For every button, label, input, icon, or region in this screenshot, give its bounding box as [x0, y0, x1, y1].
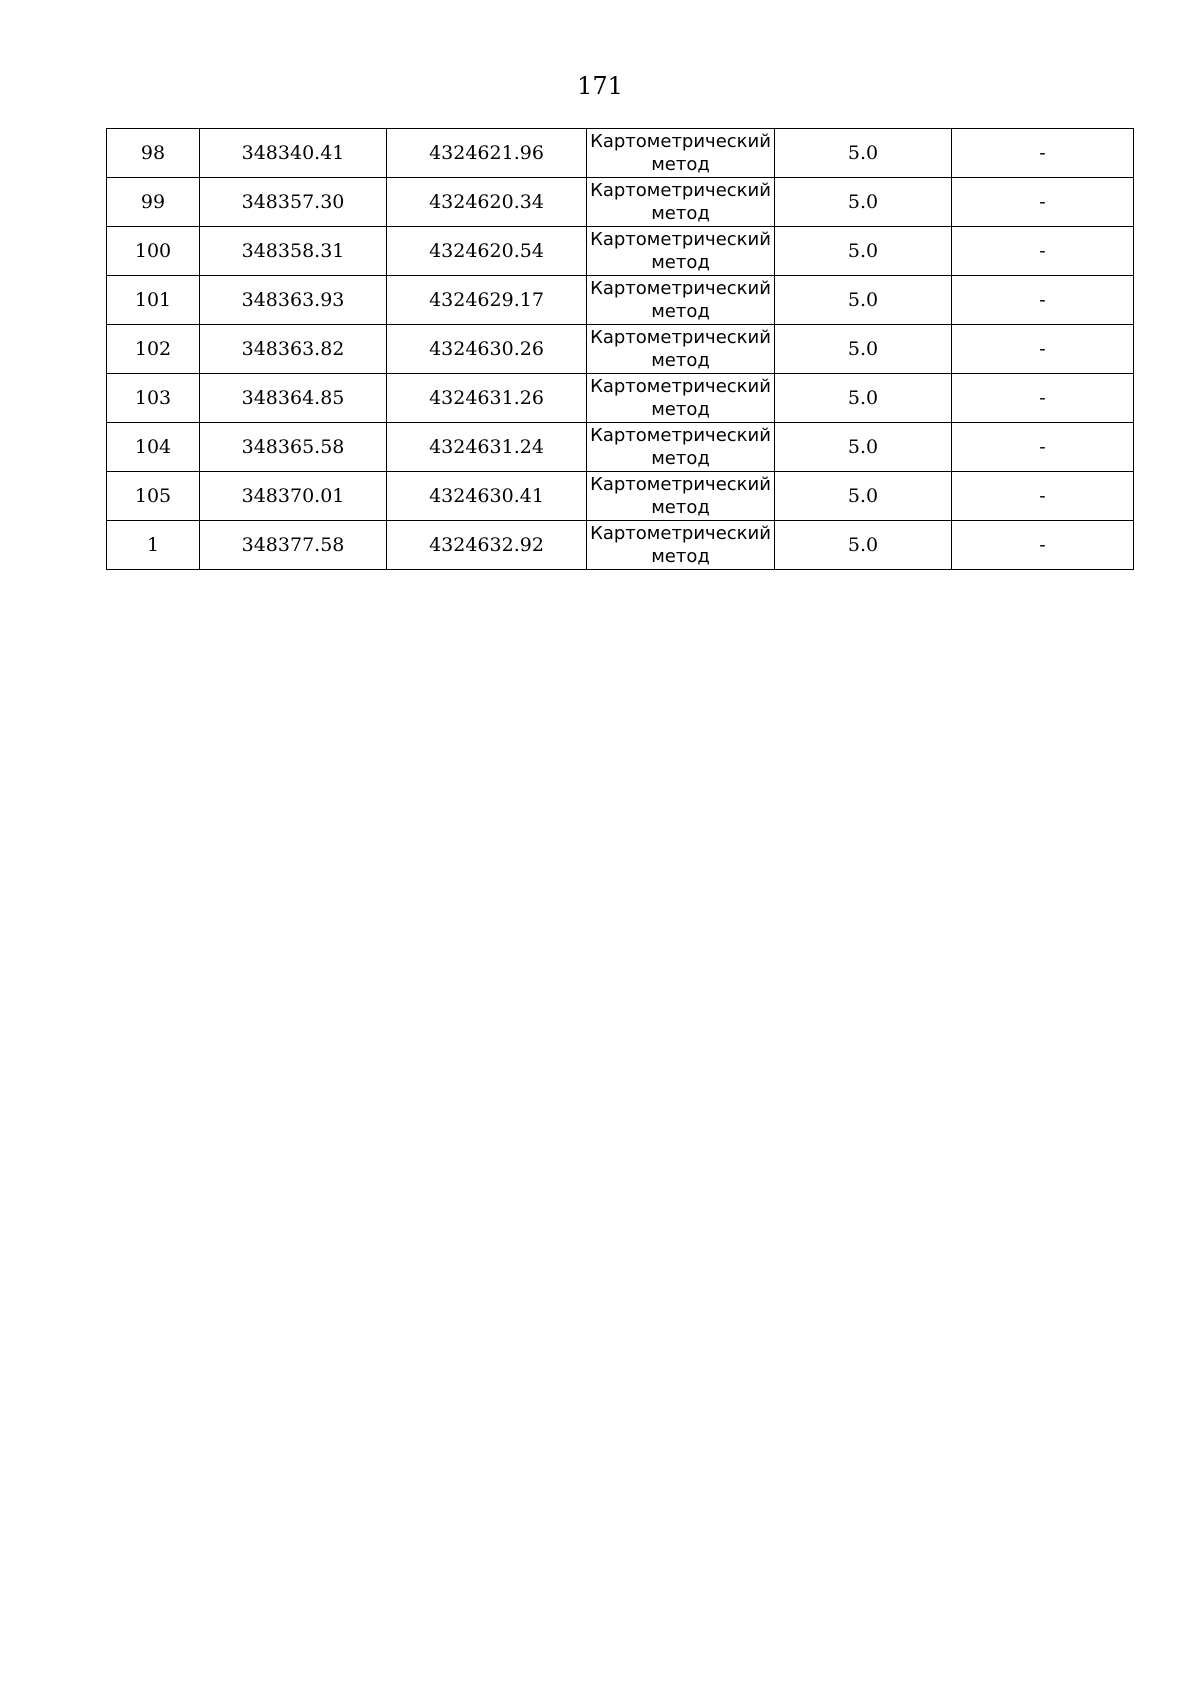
table-row	[107, 325, 1134, 374]
accuracy-cell: 5.0	[775, 276, 952, 325]
table-row	[107, 178, 1134, 227]
point-number-cell: 98	[107, 129, 200, 178]
note-cell: -	[952, 276, 1134, 325]
x-coordinate-cell: 348370.01	[200, 472, 387, 521]
point-number-cell: 99	[107, 178, 200, 227]
method-cell	[587, 227, 775, 276]
note-cell: -	[952, 472, 1134, 521]
y-coordinate-cell: 4324630.26	[387, 325, 587, 374]
method-label-line2: метод	[651, 154, 710, 175]
method-label-line1: Картометрический	[590, 278, 771, 299]
method-label-line2: метод	[651, 301, 710, 322]
y-coordinate-cell: 4324630.41	[387, 472, 587, 521]
note-cell: -	[952, 227, 1134, 276]
point-number-cell: 100	[107, 227, 200, 276]
x-coordinate-cell: 348377.58	[200, 521, 387, 570]
table-row	[107, 129, 1134, 178]
accuracy-cell: 5.0	[775, 374, 952, 423]
y-coordinate-cell: 4324620.54	[387, 227, 587, 276]
method-label-line1: Картометрический	[590, 327, 771, 348]
method-label-line1: Картометрический	[590, 180, 771, 201]
note-cell: -	[952, 374, 1134, 423]
coordinates-table	[106, 128, 1134, 570]
note-cell: -	[952, 521, 1134, 570]
x-coordinate-cell: 348365.58	[200, 423, 387, 472]
point-number-cell: 1	[107, 521, 200, 570]
method-label-line2: метод	[651, 203, 710, 224]
method-cell	[587, 521, 775, 570]
table-row	[107, 521, 1134, 570]
x-coordinate-cell: 348363.93	[200, 276, 387, 325]
note-cell: -	[952, 325, 1134, 374]
method-label-line1: Картометрический	[590, 131, 771, 152]
y-coordinate-cell: 4324631.24	[387, 423, 587, 472]
y-coordinate-cell: 4324631.26	[387, 374, 587, 423]
y-coordinate-cell: 4324632.92	[387, 521, 587, 570]
point-number-cell: 101	[107, 276, 200, 325]
accuracy-cell: 5.0	[775, 227, 952, 276]
y-coordinate-cell: 4324621.96	[387, 129, 587, 178]
y-coordinate-cell: 4324629.17	[387, 276, 587, 325]
method-label-line1: Картометрический	[590, 474, 771, 495]
method-label-line2: метод	[651, 497, 710, 518]
method-label-line1: Картометрический	[590, 229, 771, 250]
method-label-line2: метод	[651, 448, 710, 469]
method-cell	[587, 472, 775, 521]
method-label-line1: Картометрический	[590, 523, 771, 544]
table-row	[107, 423, 1134, 472]
table-row	[107, 472, 1134, 521]
note-cell: -	[952, 178, 1134, 227]
x-coordinate-cell: 348357.30	[200, 178, 387, 227]
table-row	[107, 276, 1134, 325]
method-cell	[587, 374, 775, 423]
note-cell: -	[952, 423, 1134, 472]
accuracy-cell: 5.0	[775, 325, 952, 374]
table-row	[107, 227, 1134, 276]
method-label-line2: метод	[651, 350, 710, 371]
x-coordinate-cell: 348364.85	[200, 374, 387, 423]
accuracy-cell: 5.0	[775, 178, 952, 227]
x-coordinate-cell: 348340.41	[200, 129, 387, 178]
x-coordinate-cell: 348358.31	[200, 227, 387, 276]
table-body	[107, 129, 1134, 570]
table-row	[107, 374, 1134, 423]
method-label-line1: Картометрический	[590, 425, 771, 446]
method-cell	[587, 129, 775, 178]
point-number-cell: 102	[107, 325, 200, 374]
method-cell	[587, 178, 775, 227]
accuracy-cell: 5.0	[775, 129, 952, 178]
accuracy-cell: 5.0	[775, 472, 952, 521]
point-number-cell: 105	[107, 472, 200, 521]
accuracy-cell: 5.0	[775, 423, 952, 472]
method-label-line2: метод	[651, 546, 710, 567]
method-label-line1: Картометрический	[590, 376, 771, 397]
y-coordinate-cell: 4324620.34	[387, 178, 587, 227]
method-cell	[587, 325, 775, 374]
note-cell: -	[952, 129, 1134, 178]
point-number-cell: 104	[107, 423, 200, 472]
x-coordinate-cell: 348363.82	[200, 325, 387, 374]
accuracy-cell: 5.0	[775, 521, 952, 570]
method-cell	[587, 423, 775, 472]
point-number-cell: 103	[107, 374, 200, 423]
method-label-line2: метод	[651, 252, 710, 273]
method-cell	[587, 276, 775, 325]
page-number: 171	[577, 72, 623, 100]
method-label-line2: метод	[651, 399, 710, 420]
